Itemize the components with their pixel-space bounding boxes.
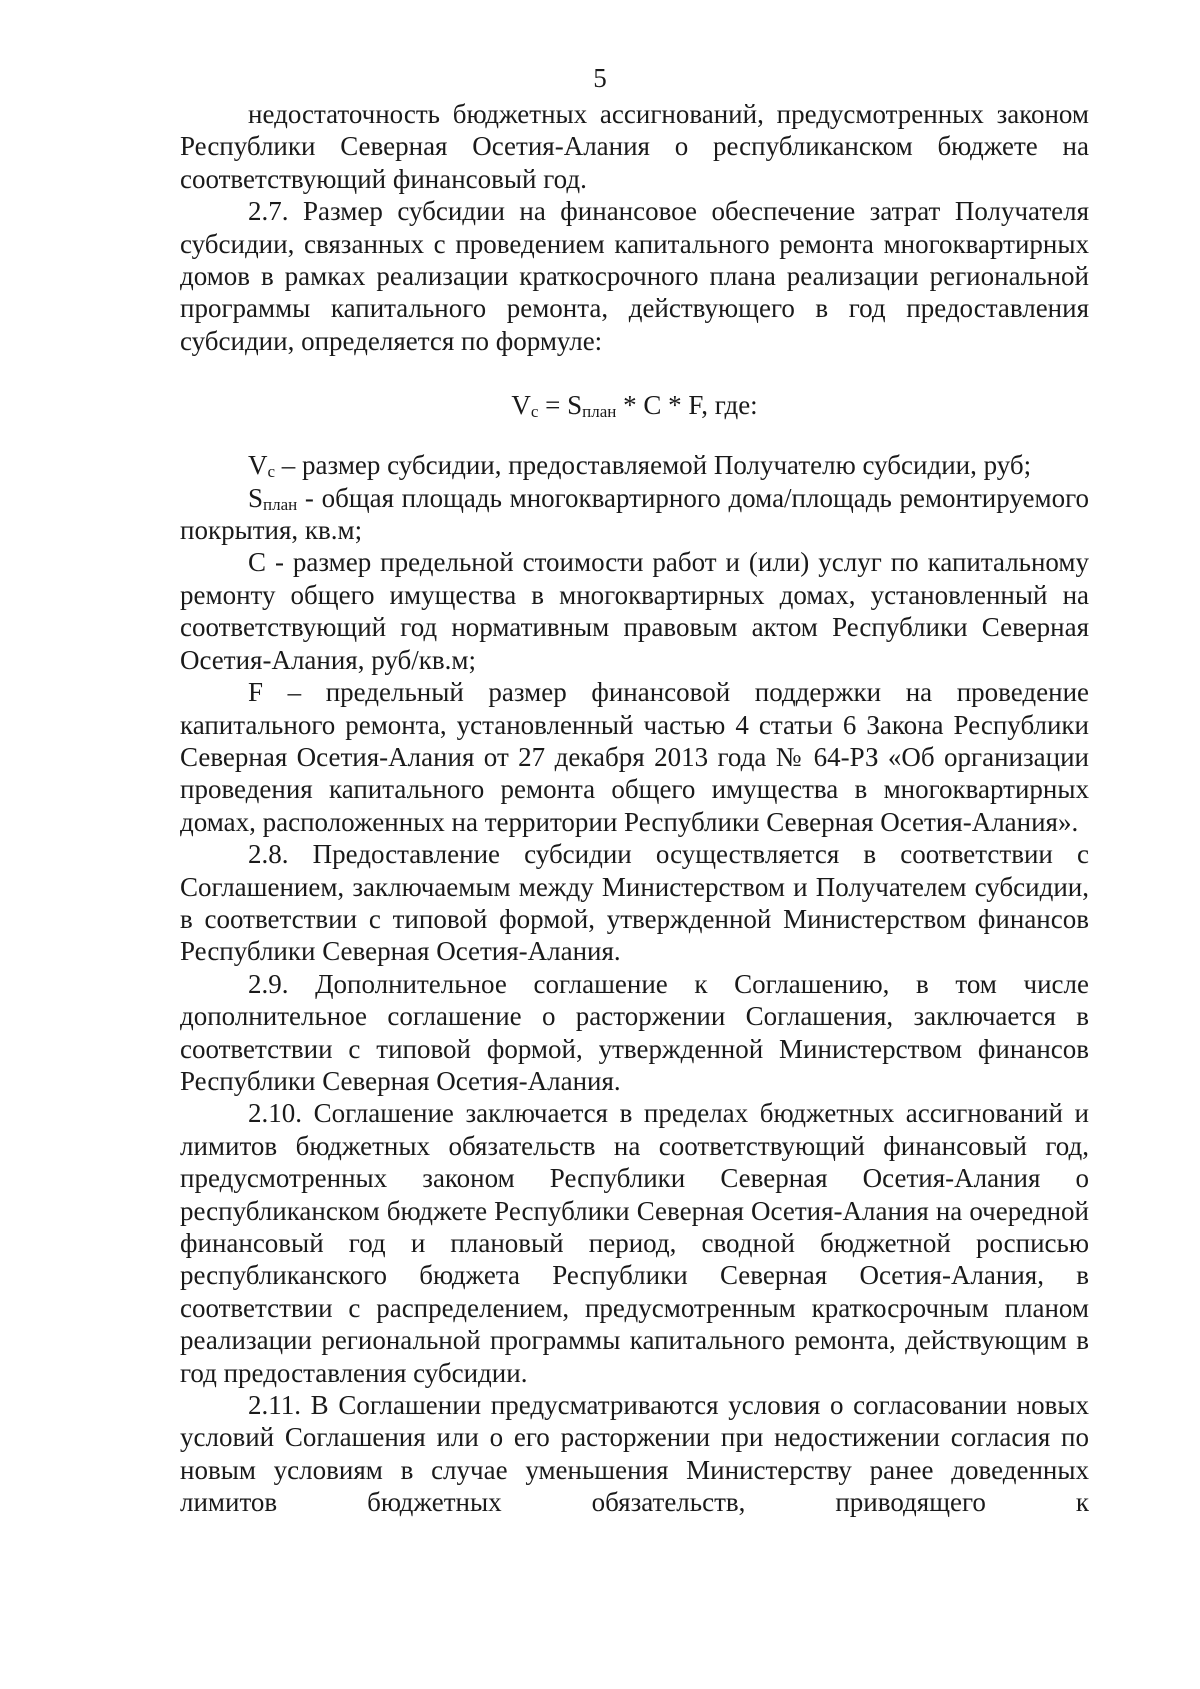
paragraph-2-10: 2.10. Соглашение заключается в пределах бюджетных ассигнований и лимитов бюджетных обязательств на соответствующий финансовый год, предусмотренных законом Республики Северная Осетия-Алания о республиканском бюджете Республики Северная Осетия-Алания на очередной финансовый год и плановый период, сводной бюджетной росписью республиканского бюджета Республики Северная Осетия-Алания, в соответствии с распределением, предусмотренным краткосрочным планом реализации региональной программы капитального ремонта, действующим в год предоставления субсидии. xyxy=(180,1098,1089,1388)
definition-v-subscript: с xyxy=(267,462,276,482)
definition-s-text: - общая площадь многоквартирного дома/площадь ремонтируемого покрытия, кв.м; xyxy=(180,482,1089,546)
formula-s: S xyxy=(567,390,583,421)
formula-s-subscript: план xyxy=(582,402,617,422)
definition-v-text: – размер субсидии, предоставляемой Получателю субсидии, руб; xyxy=(275,450,1032,481)
paragraph-2-9: 2.9. Дополнительное соглашение к Соглашению, в том числе дополнительное соглашение о расторжении Соглашения, заключается в соответствии с типовой формой, утвержденной Министерством финансов Республики Северная Осетия-Алания. xyxy=(180,968,1089,1096)
formula-rest: * C * F, где: xyxy=(616,390,758,421)
paragraph-2-7: 2.7. Размер субсидии на финансовое обеспечение затрат Получателя субсидии, связанных с проведением капитального ремонта многоквартирных домов в рамках реализации краткосрочного плана реализации региональной программы капитального ремонта, действующего в год предоставления субсидии, определяется по формуле: xyxy=(180,196,1089,356)
definition-s xyxy=(180,482,1089,547)
definition-v-symbol: V xyxy=(248,450,268,481)
paragraph-2-8: 2.8. Предоставление субсидии осуществляется в соответствии с Соглашением, заключаемым между Министерством и Получателем субсидии, в соответствии с типовой формой, утвержденной Министерством финансов Республики Северная Осетия-Алания. xyxy=(180,839,1089,967)
paragraph-2-11: 2.11. В Соглашении предусматриваются условия о согласовании новых условий Соглашения или о его расторжении при недостижении согласия по новым условиям в случае уменьшения Министерству ранее доведенных лимитов бюджетных обязательств, приводящего к xyxy=(180,1390,1089,1518)
formula-v-subscript: с xyxy=(530,402,539,422)
subsidy-formula xyxy=(180,375,1089,435)
definition-v xyxy=(180,449,1089,481)
paragraph-intro: недостаточность бюджетных ассигнований, предусмотренных законом Республики Северная Осетия-Алания о республиканском бюджете на соответствующий финансовый год. xyxy=(180,99,1089,194)
document-body xyxy=(180,98,1089,1519)
formula-equals: = xyxy=(538,390,568,421)
definition-c: C - размер предельной стоимости работ и (или) услуг по капитальному ремонту общего имущества в многоквартирных домах, установленный на соответствующий год нормативным правовым актом Республики Северная Осетия-Алания, руб/кв.м; xyxy=(180,547,1089,675)
definition-s-symbol: S xyxy=(248,482,264,513)
definition-s-subscript: план xyxy=(263,494,298,514)
definition-f: F – предельный размер финансовой поддержки на проведение капитального ремонта, установленный частью 4 статьи 6 Закона Республики Северная Осетия-Алания от 27 декабря 2013 года № 64-РЗ «Об организации проведения капитального ремонта общего имущества в многоквартирных домах, расположенных на территории Республики Северная Осетия-Алания». xyxy=(180,677,1089,837)
page-number: 5 xyxy=(593,63,607,93)
formula-v: V xyxy=(511,390,531,421)
